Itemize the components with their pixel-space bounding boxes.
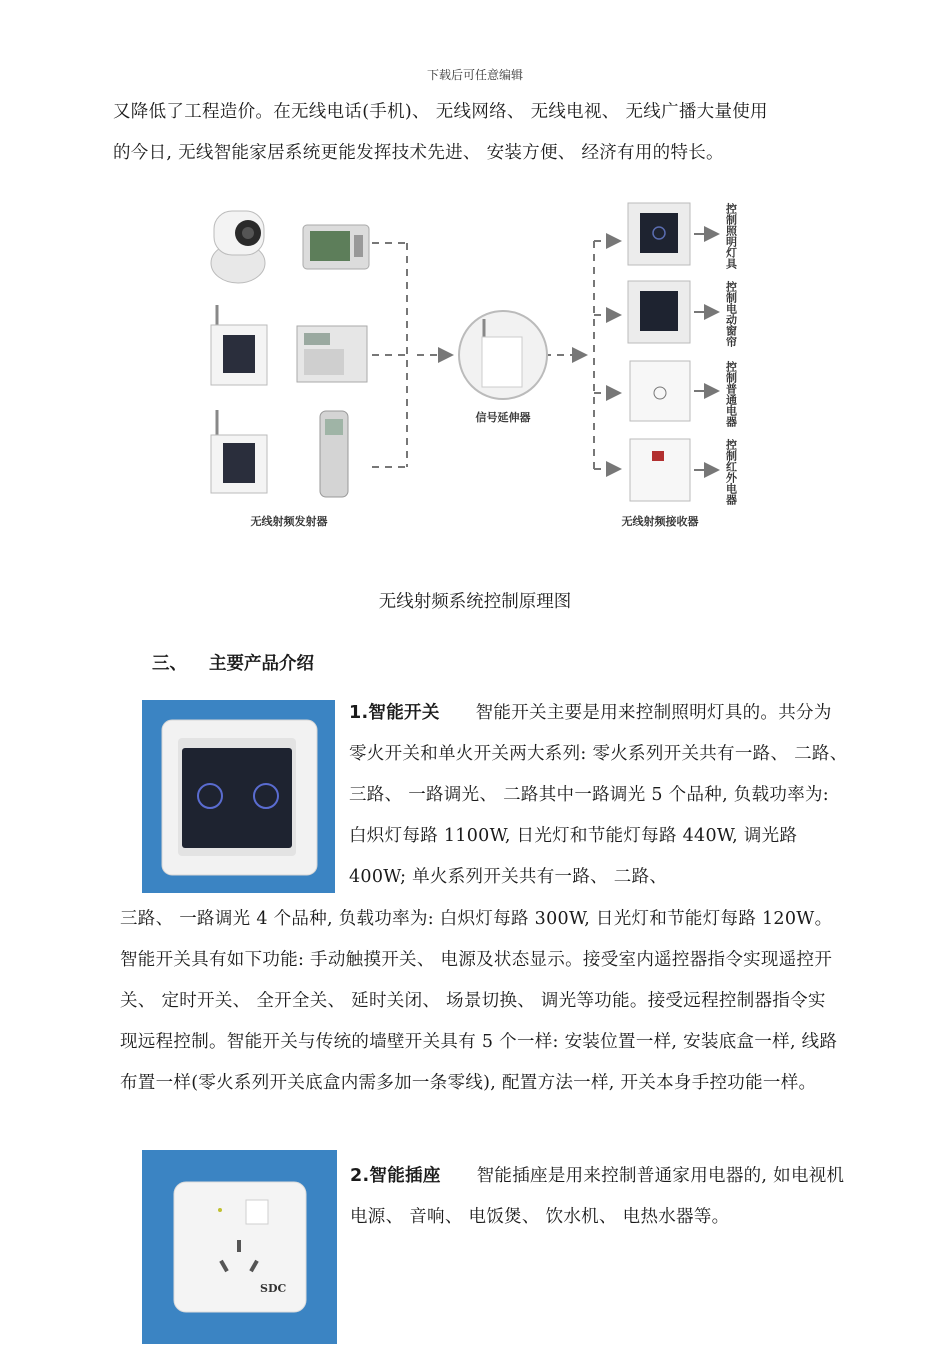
product-1-body: 三路、 一路调光 4 个品种, 负载功率为: 白炽灯每路 300W, 日光灯和节能灯每路 120W。智能开关具有如下功能: 手动触摸开关、 电源及状态显示。接受室内遥控器指令实现遥控开关、 定时开关、 全开全关、 延时关闭、 场景切换、 调光等功能。接受远程控制器指令实 现远程控制。智能开关与传统的墙壁开关具有 5 个一样: 安装位置一样, 安装底盒一样, 线路布置一样(零火系列开关底盒内需多加一条零线), 配置方法一样, 开关本身手控功能一样。 bbox=[120, 909, 838, 1093]
product-2-text: 智能插座是用来控制普通家用电器的, 如电视机电源、 音响、 电饭煲、 饮水机、 电热水器等。 bbox=[350, 1166, 845, 1227]
socket-transmitter-icon bbox=[211, 410, 267, 493]
intro-line-1: 又降低了工程造价。在无线电话(手机)、 无线网络、 无线电视、 无线广播大量使用 bbox=[113, 102, 768, 122]
output-label-curtain: 控制电动窗帘 bbox=[724, 281, 738, 347]
video-phone-device-icon bbox=[303, 225, 369, 269]
transmitter-label: 无线射频发射器 bbox=[250, 515, 328, 528]
section-title: 主要产品介绍 bbox=[209, 654, 314, 674]
output-label-appliance: 控制普通电器 bbox=[724, 361, 738, 427]
product-2-title: 2.智能插座 bbox=[350, 1166, 441, 1186]
diagram-caption: 无线射频系统控制原理图 bbox=[378, 592, 572, 612]
product-2-intro bbox=[350, 1156, 845, 1238]
product-1-wrap-text: 智能开关主要是用来控制照明灯具的。共分为零火开关和单火开关两大系列: 零火系列开关共有一路、 二路、 三路、 一路调光、 二路其中一路调光 5 个品种, 负载功率为: 白炽灯每路 1100W, 日光灯和节能灯每路 440W, 调光路 400W; 单火系列开关共有一路、 二路、 bbox=[349, 703, 848, 887]
receiver-infrared-socket-icon bbox=[630, 439, 690, 501]
smart-switch-photo bbox=[142, 700, 335, 893]
section-heading bbox=[152, 650, 314, 675]
intro-paragraph bbox=[113, 92, 838, 174]
rf-control-diagram bbox=[200, 195, 750, 535]
output-arrows bbox=[694, 234, 716, 470]
receiver-label: 无线射频接收器 bbox=[621, 515, 699, 528]
product-1-title: 1.智能开关 bbox=[349, 703, 440, 723]
output-label-infrared: 控制红外电器 bbox=[724, 439, 738, 505]
camera-device-icon bbox=[211, 211, 265, 283]
socket-brand-text: SDC bbox=[260, 1282, 287, 1295]
section-number: 三、 bbox=[152, 654, 187, 674]
remote-control-icon bbox=[320, 411, 348, 497]
receiver-lighting-switch-icon bbox=[628, 203, 690, 265]
repeater-label: 信号延伸器 bbox=[475, 411, 531, 424]
signal-repeater-icon bbox=[459, 311, 547, 399]
smart-socket-photo bbox=[142, 1150, 337, 1344]
product-1-intro bbox=[349, 693, 849, 898]
keypad-transmitter-icon bbox=[211, 305, 267, 385]
output-label-lighting: 控制照明灯具 bbox=[724, 203, 738, 269]
intro-line-2: 的今日, 无线智能家居系统更能发挥技术先进、 安装方便、 经济有用的特长。 bbox=[113, 143, 724, 163]
receiver-socket-icon bbox=[630, 361, 690, 421]
alarm-panel-icon bbox=[297, 326, 367, 382]
receiver-curtain-switch-icon bbox=[628, 281, 690, 343]
page-header: 下载后可任意编辑 bbox=[426, 68, 523, 82]
